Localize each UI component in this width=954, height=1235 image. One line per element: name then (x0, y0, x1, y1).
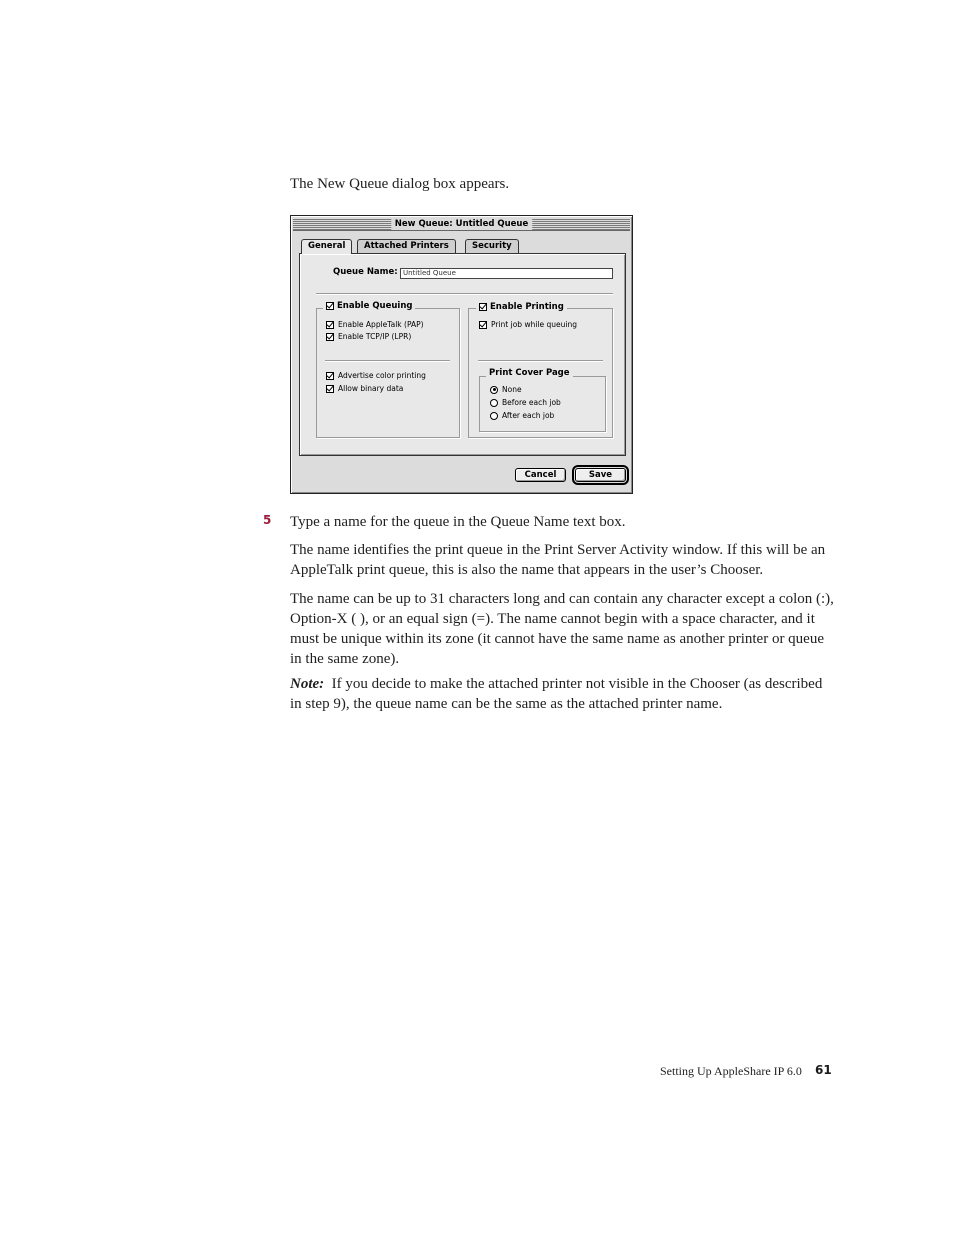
checkbox-checked-icon (479, 303, 487, 311)
option-label: Allow binary data (338, 384, 404, 393)
option-label: Advertise color printing (338, 371, 426, 380)
step-text: Type a name for the queue in the Queue Name text box. (290, 514, 626, 530)
advertise-color-checkbox[interactable] (326, 371, 426, 380)
dialog-title: New Queue: Untitled Queue (391, 218, 532, 230)
option-label: Enable TCP/IP (LPR) (338, 332, 412, 341)
divider (325, 360, 450, 362)
page-number: 61 (815, 1063, 832, 1077)
enable-printing-label: Enable Printing (490, 302, 564, 312)
radio-unselected-icon (490, 399, 498, 407)
note-paragraph (290, 674, 835, 714)
tab-security[interactable]: Security (465, 239, 519, 253)
cover-page-before-radio[interactable] (490, 398, 561, 407)
enable-printing-checkbox[interactable] (476, 302, 567, 312)
radio-label: None (502, 385, 522, 394)
tab-attached-printers[interactable]: Attached Printers (357, 239, 456, 253)
enable-queuing-label: Enable Queuing (337, 301, 413, 311)
option-label: Enable AppleTalk (PAP) (338, 320, 424, 329)
new-queue-dialog (290, 215, 633, 494)
divider (478, 360, 603, 362)
footer-title: Setting Up AppleShare IP 6.0 (660, 1064, 802, 1078)
cover-page-none-radio[interactable] (490, 385, 522, 394)
enable-tcpip-checkbox[interactable] (326, 332, 411, 341)
save-button[interactable]: Save (575, 468, 626, 482)
radio-label: Before each job (502, 398, 561, 407)
paragraph-name-rules: The name can be up to 31 characters long and can contain any character except a colon (:), Option-X ( ), or an equal sign (=). The name cannot begin with a space character, and it must be unique within its zone (it cannot have the same name as another printer or queue in the same zone). (290, 591, 834, 667)
print-while-queuing-checkbox[interactable] (479, 320, 577, 329)
checkbox-checked-icon (326, 333, 334, 341)
cover-page-title: Print Cover Page (486, 368, 573, 378)
step-number: 5 (263, 513, 272, 527)
intro-text: The New Queue dialog box appears. (290, 176, 510, 192)
cover-page-after-radio[interactable] (490, 411, 554, 420)
checkbox-checked-icon (479, 321, 487, 329)
radio-selected-icon (490, 386, 498, 394)
note-text: If you decide to make the attached printer not visible in the Chooser (as described in step 9), the queue name can be the same as the attached printer name. (290, 676, 823, 712)
tab-general[interactable]: General (301, 239, 352, 254)
note-label: Note: (290, 676, 325, 692)
enable-appletalk-checkbox[interactable] (326, 320, 424, 329)
dialog-titlebar[interactable] (293, 218, 630, 231)
allow-binary-checkbox[interactable] (326, 384, 403, 393)
paragraph-name-identifies: The name identifies the print queue in the Print Server Activity window. If this will be an AppleTalk print queue, this is also the name that appears in the user’s Chooser. (290, 542, 826, 578)
queue-name-label: Queue Name: (333, 267, 398, 277)
cancel-button[interactable]: Cancel (515, 468, 566, 482)
enable-queuing-checkbox[interactable] (323, 301, 415, 311)
radio-unselected-icon (490, 412, 498, 420)
queue-name-input[interactable]: Untitled Queue (400, 268, 613, 279)
checkbox-checked-icon (326, 321, 334, 329)
divider (316, 293, 613, 295)
radio-label: After each job (502, 411, 555, 420)
option-label: Print job while queuing (491, 320, 577, 329)
checkbox-checked-icon (326, 372, 334, 380)
checkbox-checked-icon (326, 385, 334, 393)
checkbox-checked-icon (326, 302, 334, 310)
